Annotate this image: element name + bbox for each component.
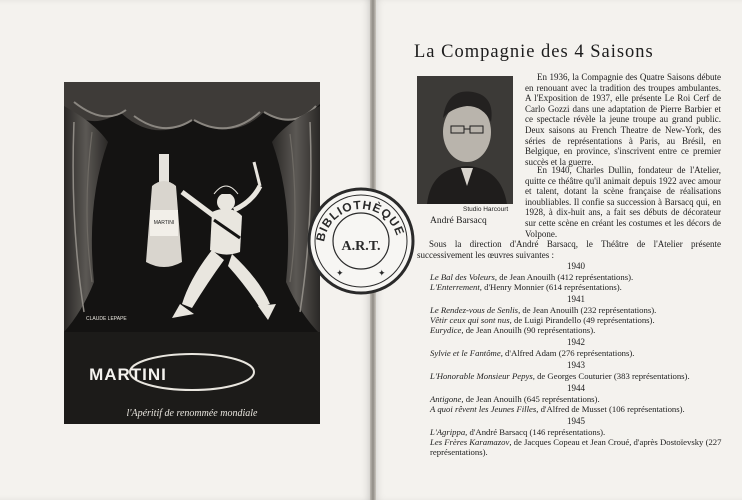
intro-paragraph-1: En 1936, la Compagnie des Quatre Saisons débute en renouant avec la tradition des troupes ambulantes. A l'Exposition de 1937, elle présente Le Roi Cerf de Carlo Gozzi dans une adaptation de Pierre Barbier et ce spectacle révèle la jeune troupe au grand public. Deux saisons au French Theatre de New-York, des séries de représentations à Paris, au Brésil, en Belgique, en province, s'inscrivent entre ce premier succès et la guerre.: [525, 72, 721, 167]
portrait-photo: [417, 76, 513, 204]
work-title: A quoi rêvent les Jeunes Filles: [430, 404, 537, 414]
work-title: L'Agrippa: [430, 427, 466, 437]
work-details: , de Jean Anouilh (645 représentations).: [461, 394, 600, 404]
year-heading: 1941: [567, 294, 585, 304]
work-entry: [430, 437, 722, 457]
work-entry: [430, 394, 722, 404]
work-entry: [430, 282, 722, 292]
work-entry: [430, 272, 722, 282]
year-heading: 1945: [567, 416, 585, 426]
portrait-image: [417, 76, 513, 204]
poster-tagline: l'Apéritif de renommée mondiale: [126, 408, 258, 419]
work-entry: [430, 404, 722, 414]
works-list: [430, 259, 722, 457]
work-entry: [430, 371, 722, 381]
page-title: La Compagnie des 4 Saisons: [414, 42, 654, 62]
work-details: , de Jean Anouilh (412 représentations).: [494, 272, 634, 282]
work-title: Sylvie et le Fantôme: [430, 348, 501, 358]
work-details: , d'Alfred Adam (276 représentations).: [500, 348, 635, 358]
svg-text:✦: ✦: [336, 268, 344, 278]
svg-text:✦: ✦: [378, 268, 386, 278]
year-heading: 1944: [567, 383, 585, 393]
year-heading: 1940: [567, 261, 585, 271]
work-details: , de Jean Anouilh (90 représentations).: [461, 325, 596, 335]
work-entry: [430, 427, 722, 437]
bottle-label: MARTINI: [153, 220, 175, 226]
work-title: Eurydice: [430, 325, 462, 335]
work-title: L'Honorable Monsieur Pepys: [430, 371, 533, 381]
work-entry: [430, 315, 722, 325]
work-details: , de Jacques Copeau et Jean Croué, d'après Dostoïevsky (227 représentations).: [430, 437, 722, 457]
work-title: Le Rendez-vous de Senlis: [430, 305, 519, 315]
brand-name: MARTINI: [89, 365, 167, 384]
work-details: , de Georges Couturier (383 représentations).: [532, 371, 690, 381]
work-entry: [430, 348, 722, 358]
work-title: L'Enterrement: [430, 282, 480, 292]
work-title: Vêtir ceux qui sont nus: [430, 315, 510, 325]
work-title: Le Bal des Voleurs: [430, 272, 495, 282]
work-title: Antigone: [430, 394, 462, 404]
work-title: Les Frères Karamazov: [430, 437, 510, 447]
work-details: , d'Alfred de Musset (106 représentations).: [536, 404, 685, 414]
artist-signature: CLAUDE LEPAPE: [86, 316, 127, 322]
work-entry: [430, 325, 722, 335]
martini-logo: [74, 363, 182, 387]
library-stamp: [306, 186, 416, 296]
stamp-seal: [306, 186, 416, 296]
photo-credit: Studio Harcourt: [463, 206, 509, 213]
work-details: , d'André Barsacq (146 représentations).: [465, 427, 606, 437]
stamp-center-text: A.R.T.: [341, 239, 381, 254]
intro-paragraph-2: En 1940, Charles Dullin, fondateur de l'Atelier, quitte ce théâtre qu'il animait depuis 1922 avec amour et talent, dotant la scène française de réalisations inoubliables. Il confie sa succession à Barsacq qui, en 1928, à dix-huit ans, a fait ses débuts de décorateur sur cette scène en créant les costumes et les décors de Volpone.: [525, 165, 721, 239]
year-heading: 1943: [567, 360, 585, 370]
photo-caption: André Barsacq: [430, 216, 487, 226]
work-details: , d'Henry Monnier (614 représentations).: [479, 282, 622, 292]
stamp-ring-text: BIBLIOTHÈQUE: [313, 197, 408, 243]
work-entry: [430, 305, 722, 315]
work-details: , de Jean Anouilh (232 représentations).: [518, 305, 657, 315]
year-heading: 1942: [567, 337, 585, 347]
direction-paragraph: Sous la direction d'André Barsacq, le Théâtre de l'Atelier présente successivement les œuvres suivantes :: [417, 239, 721, 260]
work-details: , de Luigi Pirandello (49 représentations).: [509, 315, 655, 325]
